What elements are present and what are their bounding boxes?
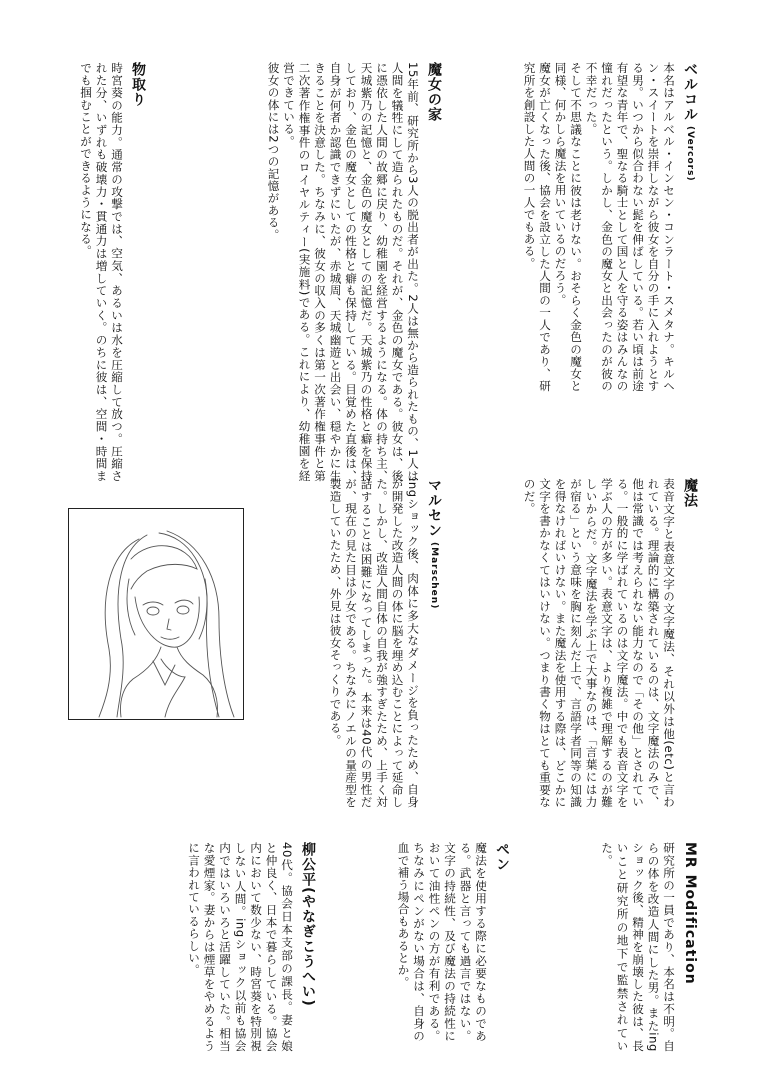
character-sketch <box>69 509 243 719</box>
section-body: 15年前、研究所から3人の脱出者が出た。2人は無から造られたもの、1人は人間を犠牲にして造られたものだ。それが、金色の魔女である。彼女は、後に憑依した人間の故郷に戻り、幼稚園を経営するようになる。体の持ち主、天城紫乃の記憶と、金色の魔女としての記憶だ。天城紫乃の性格と癖を保持しており、金色の魔女としての性格と癖も保持している。目覚めた直後は、自身が何者か認識できずにいたが、赤城周、天城幽遊と出会い、穏やかに生きることを決意した。ちなみに、彼女の収入の多くは第一次著作権事件と第二次著作権事件のロイヤルティー(実施料)である。これにより、幼稚園を経営できている。 彼女の体には2つの記憶がある。 <box>266 62 420 482</box>
section-witch-house <box>210 62 442 482</box>
section-magic <box>468 478 698 808</box>
character-illustration <box>68 508 244 720</box>
section-body: 40代。協会日本支部の課長。妻と娘と仲良く、日本で暮らしている。協会内において数少ない、時宮葵を特別視しない人間。ingショック以前も協会内ではいろいろと活躍していた。相当な愛煙家。妻からは煙草をやめるように言われているらしい。 <box>187 842 294 1052</box>
section-mononotori <box>62 62 146 482</box>
section-title: 柳公平(やなぎこうへい) <box>300 842 316 1007</box>
section-title: MR Modification <box>682 842 698 985</box>
section-body: 時宮葵の能力。通常の攻撃では、空気、あるいは水を圧縮して放つ。圧縮された分、いずれも破壊力・貫通力は増していく。のちに彼は、空間・時間までも掴むことができるようになる。 <box>79 62 124 482</box>
section-mr-modification <box>558 842 698 1052</box>
section-body: 魔法を使用する際に必要なものである。武器と言っても過言ではない。文字の持続性、及び魔法の持続性において油性ペンの方が有利である。ちなみにペンがない場合は、自身の血で補う場合もあるとか。 <box>396 842 488 1042</box>
section-title: 魔女の家 <box>426 62 442 122</box>
section-yanagi <box>132 842 316 1052</box>
section-title: ペン <box>494 842 510 872</box>
section-body: 表音文字と表意文字の文字魔法、それ以外は他(etc)と言われている。理論的に構築されているのは、文字魔法のみで、他は常識では考えられない能力なので「その他」とされている。一般的に学ばれているのは文字魔法。中でも表音文字を学ぶ人の方が多い。表意文字は、より複雑で理解するのが難しいからだ。文字魔法を学ぶ上で大事なのは、「言葉には力が宿る」という意味を胸に刻んだ上で、言語学者同等の知識を得なければいけない。また魔法を使用する際は、どこかに文字を書かなくてはいけない。つまり書く物はとても重要なのだ。 <box>522 478 676 808</box>
section-title: 魔法 <box>682 478 698 508</box>
section-marschen <box>264 478 442 808</box>
section-title: 物取り <box>130 62 146 107</box>
section-body: ingショック後、肉体に多大なダメージを負ったため、自身が開発した改造人間の体に脳を埋め込むことによって延命した。しかし、改造人間自体の自我が強すぎたため、上手く対話することは困難になってしまった。本来は40代の男性だが、現在の見た目は少女である。ちなみにノエルの量産型を製造していたため、外見は彼女そっくりである。 <box>328 478 420 808</box>
section-pen <box>352 842 510 1052</box>
section-vercors <box>458 62 698 392</box>
section-title: マルセン(Marschen) <box>426 478 442 610</box>
section-body: 研究所の一員であり、本名は不明。自らの体を改造人間にした男。またingショック後、精神を崩壊した彼は、長いこと研究所の地下で監禁されていた。 <box>600 842 676 1052</box>
section-title: ベルコル(Vercors) <box>682 62 698 182</box>
section-body: 本名はアルベル・インセン・コンラート・スメタナ。キルヘン・スイートを崇拝しながら彼女を自分の手に入れようとする男。いつから似合わない髭を伸ばしている。若い頃は前途有望な青年で、聖なる騎士として国と人を守る姿はみんなの憧れだったという。しかし、金色の魔女と出会ったのが彼の不幸だった。 そして不思議なことに彼は老けない。おそらく金色の魔女と同様、何かしら魔法を用いているのだろう。 魔女が亡くなった後、協会を設立した人間の一人であり、研究所を創設した人間の一人でもある。 <box>522 62 676 392</box>
